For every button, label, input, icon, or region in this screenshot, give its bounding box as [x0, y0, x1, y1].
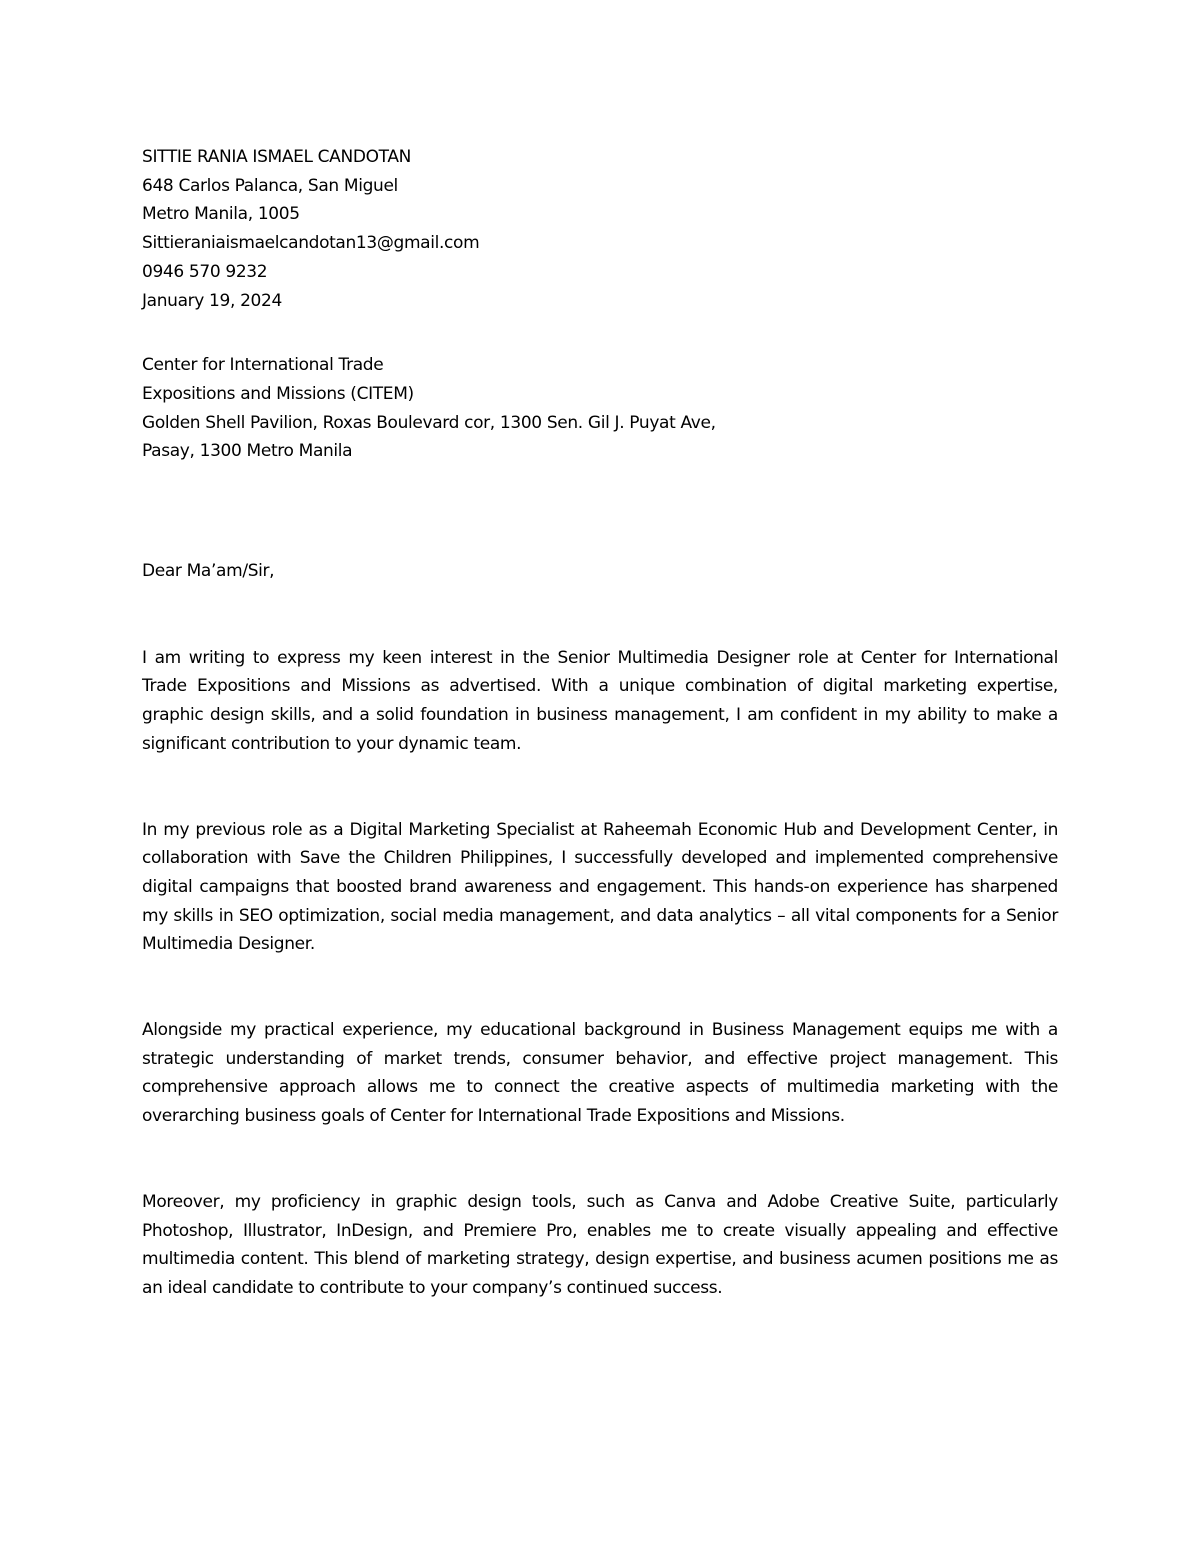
- body-paragraph-1: I am writing to express my keen interest in the Senior Multimedia Designer role at Center for International Trade Expositions and Missions as advertised. With a unique combination of digital marketing expertise, graphic design skills, and a solid foundation in business management, I am confident in my ability to make a significant contribution to your dynamic team.: [142, 647, 1058, 754]
- letter-date: January 19, 2024: [142, 290, 282, 311]
- sender-name: SITTIE RANIA ISMAEL CANDOTAN: [142, 147, 411, 167]
- recipient-line2: Expositions and Missions (CITEM): [142, 383, 414, 404]
- sender-address-line1: 648 Carlos Palanca, San Miguel: [142, 175, 398, 196]
- sender-address-line2: Metro Manila, 1005: [142, 204, 300, 225]
- recipient-line3: Golden Shell Pavilion, Roxas Boulevard cor, 1300 Sen. Gil J. Puyat Ave,: [142, 412, 716, 433]
- body-paragraph-3: Alongside my practical experience, my educational background in Business Management equips me with a strategic understanding of market trends, consumer behavior, and effective project management. This comprehensive approach allows me to connect the creative aspects of multimedia marketing with the overarching business goals of Center for International Trade Expositions and Missions.: [142, 1020, 1058, 1127]
- sender-block: [142, 143, 1058, 315]
- body-paragraph-2: In my previous role as a Digital Marketing Specialist at Raheemah Economic Hub and Development Center, in collaboration with Save the Children Philippines, I successfully developed and implemented comprehensive digital campaigns that boosted brand awareness and engagement. This hands-on experience has sharpened my skills in SEO optimization, social media management, and data analytics – all vital components for a Senior Multimedia Designer.: [142, 819, 1058, 955]
- recipient-block: [142, 351, 1058, 466]
- sender-phone: 0946 570 9232: [142, 261, 268, 282]
- recipient-line1: Center for International Trade: [142, 355, 384, 376]
- cover-letter-page: [142, 143, 1058, 1303]
- salutation: Dear Ma’am/Sir,: [142, 561, 275, 582]
- sender-email: Sittieraniaismaelcandotan13@gmail.com: [142, 233, 480, 254]
- body-paragraph-4: Moreover, my proficiency in graphic design tools, such as Canva and Adobe Creative Suite, particularly Photoshop, Illustrator, InDesign, and Premiere Pro, enables me to create visually appealing and effective multimedia content. This blend of marketing strategy, design expertise, and business acumen positions me as an ideal candidate to contribute to your company’s continued success.: [142, 1191, 1058, 1298]
- recipient-line4: Pasay, 1300 Metro Manila: [142, 441, 353, 462]
